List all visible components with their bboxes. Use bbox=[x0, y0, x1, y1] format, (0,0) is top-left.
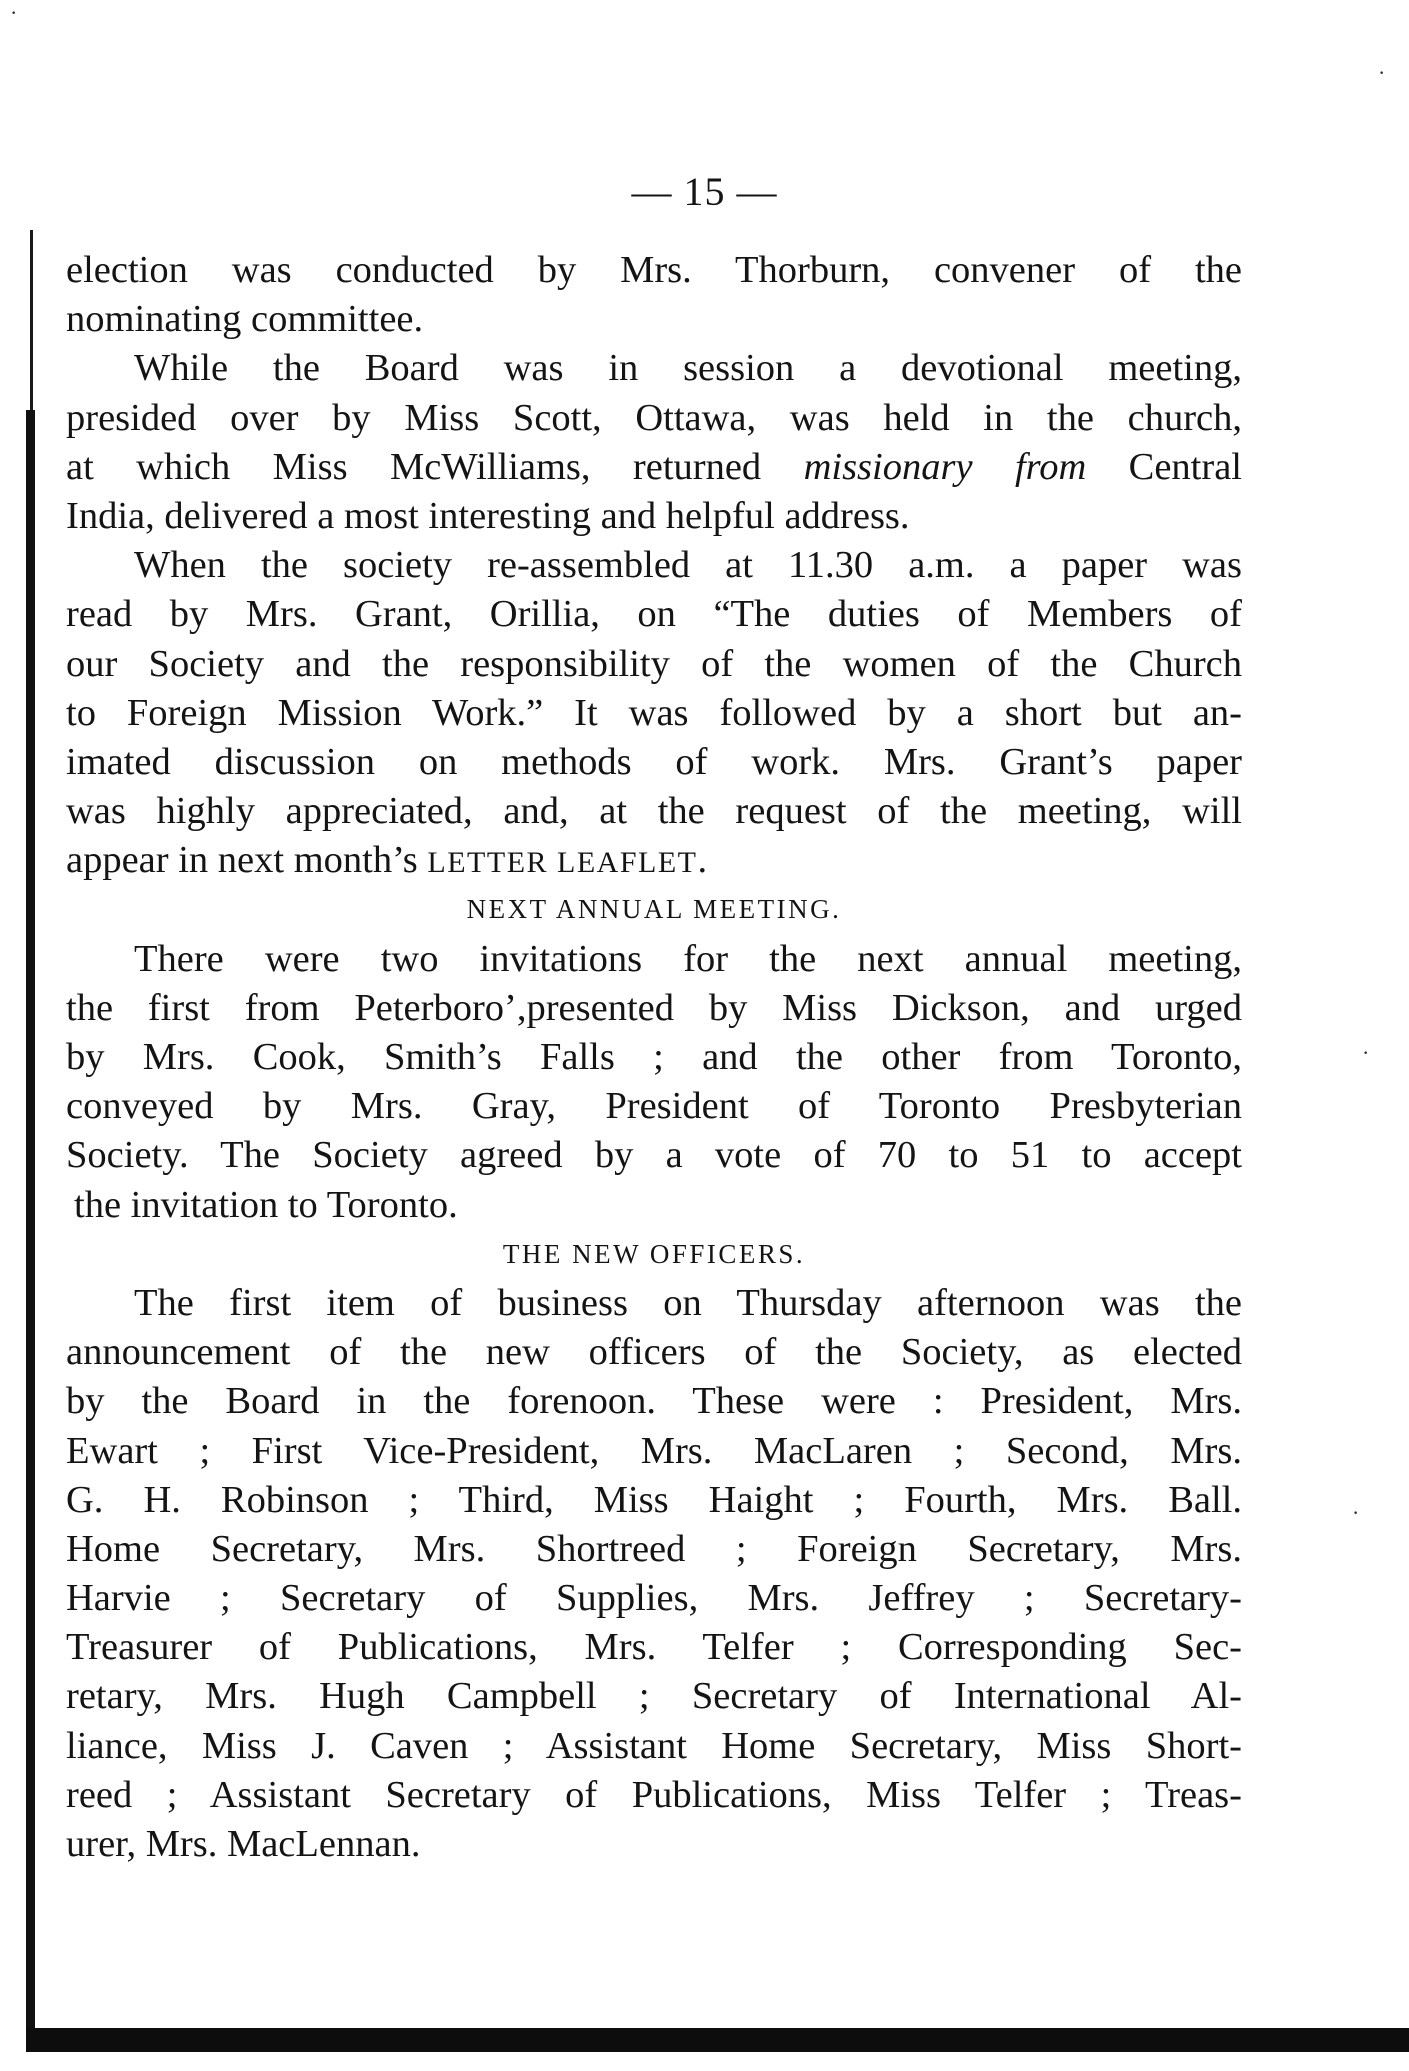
section-heading-next-annual-meeting: NEXT ANNUAL MEETING. bbox=[466, 894, 842, 925]
text-line: While the Board was in session a devotional meeting, bbox=[134, 347, 1242, 390]
bottom-edge-rule bbox=[26, 2028, 1409, 2052]
small-caps-title: LETTER LEAFLET bbox=[427, 846, 698, 880]
text-line: Home Secretary, Mrs. Shortreed ; Foreign Secretary, Mrs. bbox=[66, 1527, 1242, 1570]
scan-speck: · bbox=[10, 0, 18, 25]
text-line bbox=[66, 443, 1242, 492]
scan-speck: · bbox=[1352, 1500, 1360, 1525]
page-number: — 15 — bbox=[631, 169, 778, 214]
text-line: by the Board in the forenoon. These were : President, Mrs. bbox=[66, 1380, 1242, 1423]
text-line: When the society re-assembled at 11.30 a.m. a paper was bbox=[134, 544, 1242, 587]
text-line: Harvie ; Secretary of Supplies, Mrs. Jeffrey ; Secretary- bbox=[66, 1577, 1242, 1620]
text-line: presided over by Miss Scott, Ottawa, was held in the church, bbox=[66, 396, 1242, 439]
text-line: India, delivered a most interesting and helpful address. bbox=[66, 494, 910, 537]
margin-rule-thin bbox=[30, 230, 33, 430]
scan-speck: · bbox=[1362, 1040, 1370, 1065]
text-line: read by Mrs. Grant, Orillia, on “The duties of Members of bbox=[66, 593, 1242, 636]
text-line: conveyed by Mrs. Gray, President of Toronto Presbyterian bbox=[66, 1085, 1242, 1128]
text-line: liance, Miss J. Caven ; Assistant Home Secretary, Miss Short- bbox=[66, 1724, 1242, 1767]
text-line: The first item of business on Thursday afternoon was the bbox=[134, 1281, 1242, 1324]
text-line: our Society and the responsibility of the women of the Church bbox=[66, 642, 1242, 685]
text-line bbox=[66, 836, 1242, 885]
text-segment: Central bbox=[1086, 445, 1242, 488]
text-line: imated discussion on methods of work. Mrs. Grant’s paper bbox=[66, 740, 1242, 783]
text-line: nominating committee. bbox=[66, 298, 424, 341]
text-line: Treasurer of Publications, Mrs. Telfer ; Corresponding Sec- bbox=[66, 1626, 1242, 1669]
text-line: the first from Peterboro’,presented by Miss Dickson, and urged bbox=[66, 986, 1242, 1029]
margin-rule bbox=[26, 410, 35, 2050]
text-line: There were two invitations for the next annual meeting, bbox=[134, 937, 1242, 980]
text-segment: at which Miss McWilliams, returned bbox=[66, 445, 804, 488]
text-line: Ewart ; First Vice-President, Mrs. MacLaren ; Second, Mrs. bbox=[66, 1429, 1242, 1472]
text-line: by Mrs. Cook, Smith’s Falls ; and the other from Toronto, bbox=[66, 1036, 1242, 1078]
text-line: announcement of the new officers of the Society, as elected bbox=[66, 1331, 1242, 1374]
text-line: reed ; Assistant Secretary of Publications, Miss Telfer ; Treas- bbox=[66, 1773, 1242, 1816]
text-segment: appear in next month’s bbox=[66, 839, 428, 882]
text-line: election was conducted by Mrs. Thorburn, convener of the bbox=[66, 249, 1242, 291]
page-body-text bbox=[66, 246, 1242, 1869]
scan-speck: · bbox=[1378, 60, 1386, 85]
text-line: was highly appreciated, and, at the request of the meeting, will bbox=[66, 790, 1242, 833]
text-line: retary, Mrs. Hugh Campbell ; Secretary of International Al- bbox=[66, 1675, 1242, 1718]
text-line: G. H. Robinson ; Third, Miss Haight ; Fourth, Mrs. Ball. bbox=[66, 1478, 1242, 1521]
text-segment: . bbox=[697, 839, 708, 882]
section-heading-new-officers: THE NEW OFFICERS. bbox=[502, 1238, 806, 1269]
text-line: Society. The Society agreed by a vote of 70 to 51 to accept bbox=[66, 1134, 1242, 1177]
text-line: to Foreign Mission Work.” It was followed by a short but an- bbox=[66, 691, 1242, 734]
italic-phrase: missionary from bbox=[803, 445, 1087, 488]
text-line: urer, Mrs. MacLennan. bbox=[66, 1823, 421, 1865]
text-line: the invitation to Toronto. bbox=[74, 1183, 458, 1226]
